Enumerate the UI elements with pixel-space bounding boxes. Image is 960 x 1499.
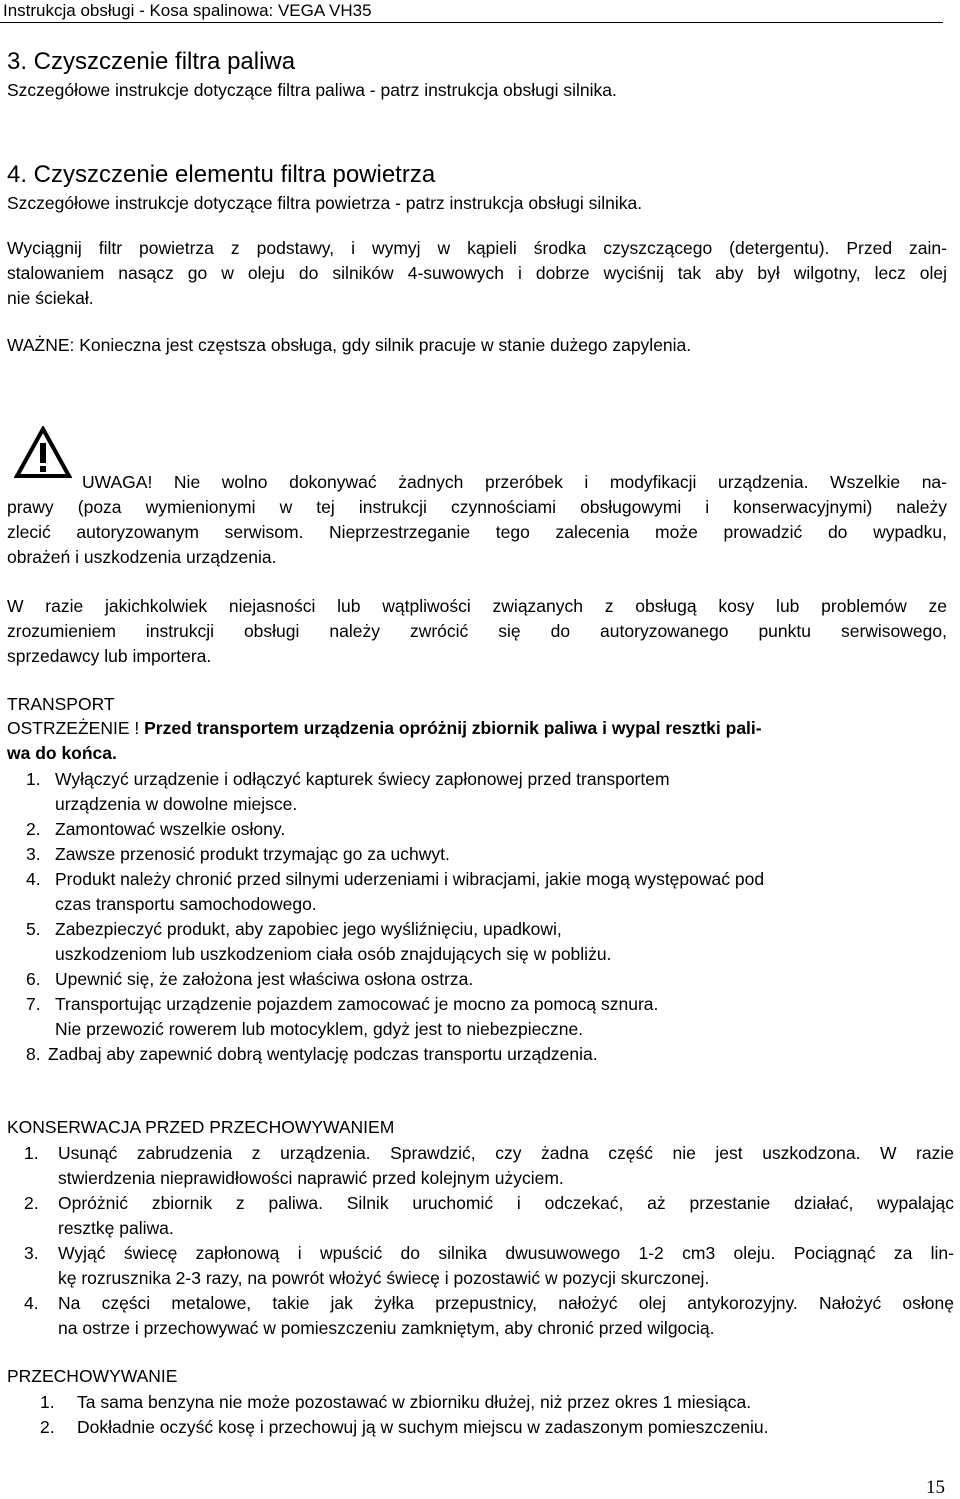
list-item-line: Zabezpieczyć produkt, aby zapobiec jego wyśliźnięciu, upadkowi, [55,919,562,939]
important-note: WAŻNE: Konieczna jest częstsza obsługa, gdy silnik pracuje w stanie dużego zapylenia. [7,335,692,355]
list-item-line: Nie przewozić rowerem lub motocyklem, gdyż jest to niebezpieczne. [55,1019,584,1039]
warning-triangle-icon [14,426,72,480]
page-header [0,0,943,23]
list-item-line: Zamontować wszelkie osłony. [55,819,286,839]
doubts-line: sprzedawcy lub importera. [7,646,212,666]
list-number: 2. [26,819,41,839]
list-item-line: Ta sama benzyna nie może pozostawać w zbiorniku dłużej, niż przez okres 1 miesiąca. [77,1392,752,1412]
doubts-line: zrozumieniem instrukcji obsługi należy zwrócić się do autoryzowanego punktu serwisowego, [7,621,947,641]
list-item-line: na ostrze i przechowywać w pomieszczeniu zamkniętym, aby chronić przed wilgocią. [58,1318,715,1338]
transport-title: TRANSPORT [7,694,115,714]
transport-warning-text: wa do końca. [7,743,117,763]
paragraph-line: stalowaniem nasącz go w oleju do silników 4-suwowych i dobrze wyciśnij tak aby był wilgotny, lecz olej [7,263,947,283]
list-number: 5. [26,919,41,939]
storage-title: PRZECHOWYWANIE [7,1366,178,1386]
doubts-line: W razie jakichkolwiek niejasności lub wątpliwości związanych z obsługą kosy lub problemów ze [7,596,947,616]
list-item-line: Transportując urządzenie pojazdem zamocować je mocno za pomocą sznura. [55,994,659,1014]
list-number: 2. [40,1417,55,1437]
section-3-text: Szczegółowe instrukcje dotyczące filtra paliwa - patrz instrukcja obsługi silnika. [7,80,617,100]
list-number: 1. [26,769,41,789]
paragraph-line: Wyciągnij filtr powietrza z podstawy, i wymyj w kąpieli środka czyszczącego (detergentu). Przed zain- [7,238,947,258]
transport-warning-line [7,718,947,739]
list-item-line: uszkodzeniom lub uszkodzeniom ciała osób znajdujących się w pobliżu. [55,944,612,964]
list-item-line: Opróżnić zbiornik z paliwa. Silnik uruchomić i odczekać, aż przestanie działać, wypalając [58,1193,954,1213]
list-number: 4. [24,1293,39,1313]
paragraph-line: nie ściekał. [7,288,94,308]
list-item-line: Usunąć zabrudzenia z urządzenia. Sprawdzić, czy żadna część nie jest uszkodzona. W razie [58,1143,954,1163]
warning-line: obrażeń i uszkodzenia urządzenia. [7,547,277,567]
list-number: 1. [24,1143,39,1163]
list-number: 3. [24,1243,39,1263]
section-3-title: 3. Czyszczenie filtra paliwa [7,48,296,75]
list-item-line: Wyłączyć urządzenie i odłączyć kapturek świecy zapłonowej przed transportem [55,769,670,789]
list-item-line: Wyjąć świecę zapłonową i wpuścić do silnika dwusuwowego 1-2 cm3 oleju. Pociągnąć za lin- [58,1243,954,1263]
list-number: 1. [40,1392,55,1412]
list-item-line: Produkt należy chronić przed silnymi uderzeniami i wibracjami, jakie mogą występować pod [55,869,765,889]
list-item-line: urządzenia w dowolne miejsce. [55,794,298,814]
conservation-title: KONSERWACJA PRZED PRZECHOWYWANIEM [7,1117,395,1137]
list-item-line: Na części metalowe, takie jak żyłka przepustnicy, nałożyć olej antykorozyjny. Nałożyć osłonę [58,1293,954,1313]
list-item-line: czas transportu samochodowego. [55,894,317,914]
list-number: 7. [26,994,41,1014]
section-4-title: 4. Czyszczenie elementu filtra powietrza [7,161,436,188]
warning-line: zlecić autoryzowanym serwisom. Nieprzestrzeganie tego zalecenia może prowadzić do wypadku, [7,522,947,542]
list-number: 6. [26,969,41,989]
transport-warning-label: OSTRZEŻENIE ! [7,718,140,738]
list-item-line: Dokładnie oczyść kosę i przechowuj ją w suchym miejscu w zadaszonym pomieszczeniu. [77,1417,769,1437]
page-number: 15 [926,1477,945,1498]
list-number: 3. [26,844,41,864]
transport-warning-text: Przed transportem urządzenia opróżnij zbiornik paliwa i wypal resztki pali- [144,718,762,738]
list-item-line: Zadbaj aby zapewnić dobrą wentylację podczas transportu urządzenia. [48,1044,598,1064]
warning-line: prawy (poza wymienionymi w tej instrukcji czynnościami obsługowymi i konserwacyjnymi) należy [7,497,947,517]
list-item-line: kę rozrusznika 2-3 razy, na powrót włożyć świecę i pozostawić w pozycji skurczonej. [58,1268,710,1288]
header-title: Instrukcja obsługi - Kosa spalinowa: VEGA VH35 [3,1,372,20]
list-item-line: Zawsze przenosić produkt trzymając go za uchwyt. [55,844,450,864]
warning-line: UWAGA! Nie wolno dokonywać żadnych przeróbek i modyfikacji urządzenia. Wszelkie na- [82,472,947,492]
list-number: 8. [26,1044,41,1064]
list-item-line: stwierdzenia nieprawidłowości naprawić przed kolejnym użyciem. [58,1168,564,1188]
list-item-line: resztkę paliwa. [58,1218,174,1238]
list-item-line: Upewnić się, że założona jest właściwa osłona ostrza. [55,969,474,989]
list-number: 4. [26,869,41,889]
section-4-text: Szczegółowe instrukcje dotyczące filtra powietrza - patrz instrukcja obsługi silnika. [7,193,643,213]
list-number: 2. [24,1193,39,1213]
